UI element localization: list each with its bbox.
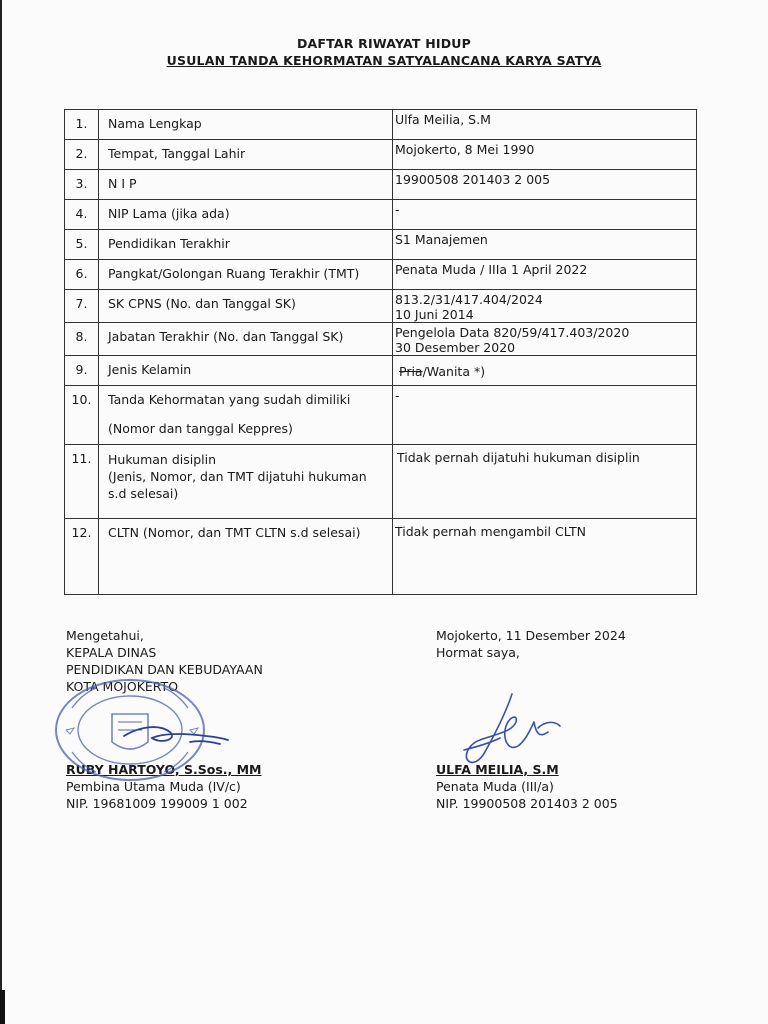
row-number: 11.	[65, 445, 99, 519]
table-row	[65, 519, 697, 595]
scan-edge-mark	[0, 990, 5, 1024]
acknowledged-label: Mengetahui,	[66, 628, 144, 643]
row-label: N I P	[99, 170, 393, 200]
row-value	[393, 356, 697, 386]
row-label: Jabatan Terakhir (No. dan Tanggal SK)	[99, 323, 393, 356]
right-signatory-rank: Penata Muda (III/a)	[436, 779, 554, 794]
row-number: 5.	[65, 230, 99, 260]
label-line: Hukuman disiplin	[108, 452, 217, 467]
row-value: Mojokerto, 8 Mei 1990	[393, 140, 697, 170]
closing-greeting: Hormat saya,	[436, 645, 520, 660]
row-value: Ulfa Meilia, S.M	[393, 110, 697, 140]
row-label	[99, 445, 393, 519]
left-signatory-nip: NIP. 19681009 199009 1 002	[66, 796, 248, 811]
row-value: Tidak pernah dijatuhi hukuman disiplin	[393, 445, 697, 519]
row-label: CLTN (Nomor, dan TMT CLTN s.d selesai)	[99, 519, 393, 595]
left-signature-icon	[120, 718, 230, 758]
row-label: Pangkat/Golongan Ruang Terakhir (TMT)	[99, 260, 393, 290]
document-title: DAFTAR RIWAYAT HIDUP	[296, 36, 471, 51]
table-row	[65, 445, 697, 519]
table-row	[65, 200, 697, 230]
row-value: -	[393, 200, 697, 230]
scan-edge	[0, 0, 2, 1024]
sk-number: 813.2/31/417.404/2024	[395, 292, 543, 307]
cv-table	[64, 109, 697, 595]
table-row	[65, 140, 697, 170]
row-number: 2.	[65, 140, 99, 170]
row-number: 9.	[65, 356, 99, 386]
row-value: -	[393, 386, 697, 445]
row-label: SK CPNS (No. dan Tanggal SK)	[99, 290, 393, 323]
gender-selected-option: /Wanita *)	[422, 364, 486, 379]
left-signatory-rank: Pembina Utama Muda (IV/c)	[66, 779, 241, 794]
row-value	[393, 290, 697, 323]
table-row	[65, 386, 697, 445]
label-note-cont: s.d selesai)	[108, 486, 179, 501]
gender-struck-option: Pria	[399, 364, 423, 379]
position-number: Pengelola Data 820/59/417.403/2020	[395, 325, 630, 340]
row-number: 3.	[65, 170, 99, 200]
row-value	[393, 323, 697, 356]
row-value: Tidak pernah mengambil CLTN	[393, 519, 697, 595]
right-signatory-name: ULFA MEILIA, S.M	[436, 762, 559, 777]
place-date: Mojokerto, 11 Desember 2024	[436, 628, 626, 643]
row-value: Penata Muda / IIIa 1 April 2022	[393, 260, 697, 290]
row-label	[99, 386, 393, 445]
left-signatory-name: RUBY HARTOYO, S.Sos., MM	[66, 762, 262, 777]
row-label: Tempat, Tanggal Lahir	[99, 140, 393, 170]
document-subtitle: USULAN TANDA KEHORMATAN SATYALANCANA KARYA SATYA	[166, 53, 602, 68]
sk-date: 10 Juni 2014	[395, 307, 474, 322]
row-label: Pendidikan Terakhir	[99, 230, 393, 260]
row-label: Jenis Kelamin	[99, 356, 393, 386]
label-line: Tanda Kehormatan yang sudah dimiliki	[108, 392, 351, 407]
office-title: KEPALA DINAS	[66, 645, 157, 660]
position-date: 30 Desember 2020	[395, 340, 516, 355]
right-signatory-nip: NIP. 19900508 201403 2 005	[436, 796, 618, 811]
table-row	[65, 356, 697, 386]
table-row	[65, 110, 697, 140]
row-number: 12.	[65, 519, 99, 595]
row-value: S1 Manajemen	[393, 230, 697, 260]
table-row	[65, 323, 697, 356]
office-department: PENDIDIKAN DAN KEBUDAYAAN	[66, 662, 263, 677]
table-row	[65, 290, 697, 323]
right-signature-icon	[456, 692, 566, 772]
table-row	[65, 170, 697, 200]
row-label: NIP Lama (jika ada)	[99, 200, 393, 230]
row-value: 19900508 201403 2 005	[393, 170, 697, 200]
row-label: Nama Lengkap	[99, 110, 393, 140]
table-row	[65, 230, 697, 260]
label-note: (Jenis, Nomor, dan TMT dijatuhi hukuman	[108, 469, 367, 484]
row-number: 10.	[65, 386, 99, 445]
label-note: (Nomor dan tanggal Keppres)	[108, 421, 293, 436]
row-number: 8.	[65, 323, 99, 356]
row-number: 1.	[65, 110, 99, 140]
row-number: 6.	[65, 260, 99, 290]
office-city: KOTA MOJOKERTO	[66, 679, 179, 694]
row-number: 4.	[65, 200, 99, 230]
table-row	[65, 260, 697, 290]
row-number: 7.	[65, 290, 99, 323]
